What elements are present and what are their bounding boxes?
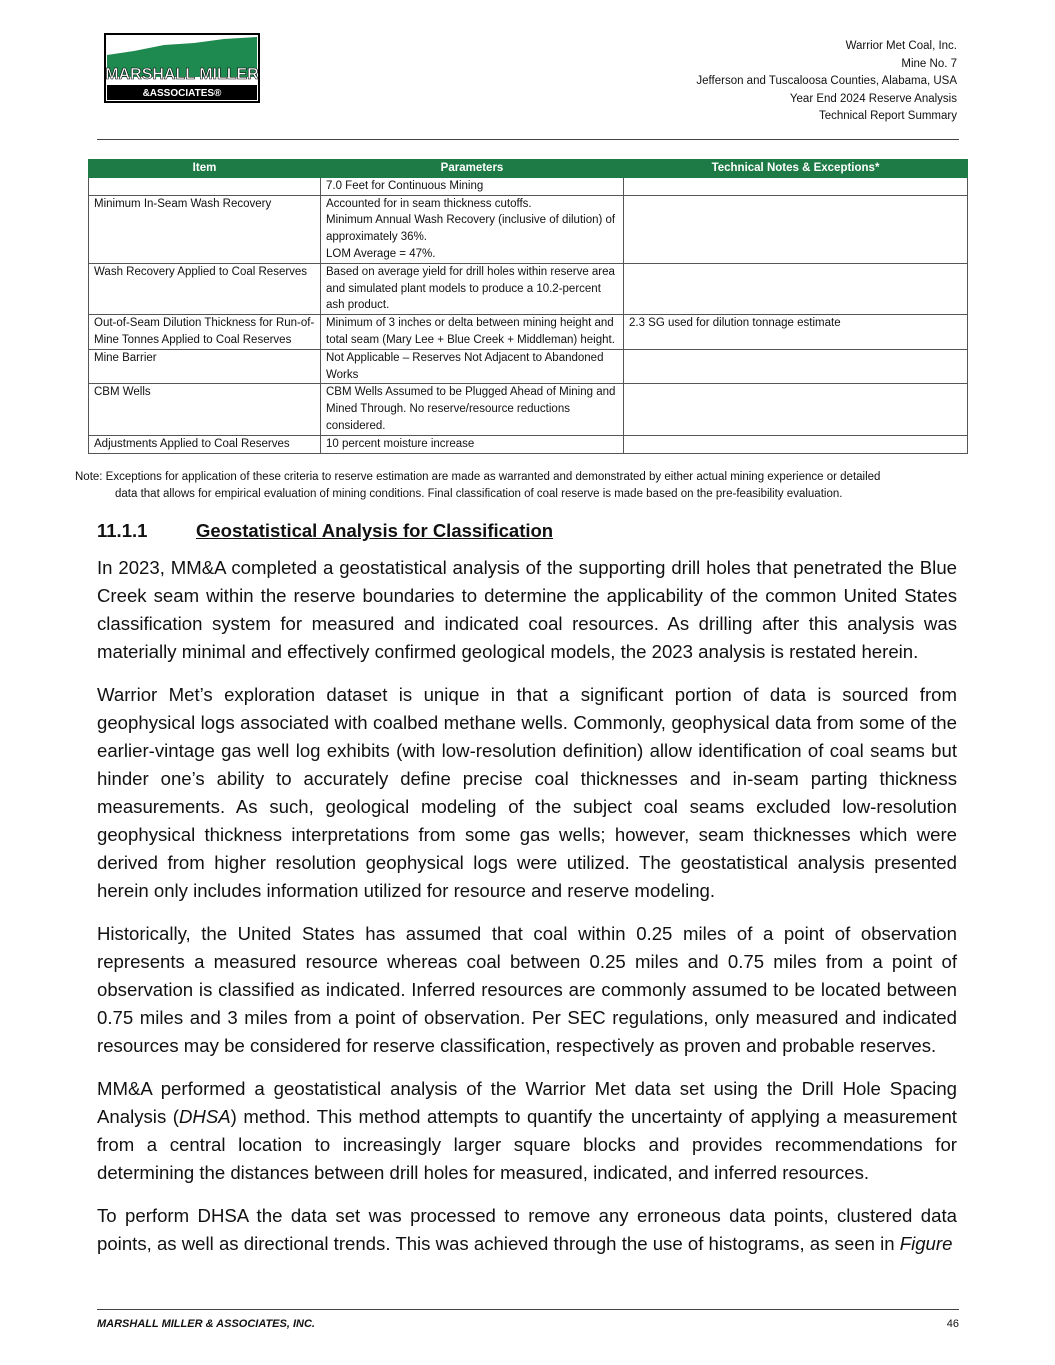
table-cell: Mine Barrier (89, 349, 321, 384)
company-logo (104, 33, 260, 103)
table-cell: Out-of-Seam Dilution Thickness for Run-of-Mine Tonnes Applied to Coal Reserves (89, 315, 321, 350)
table-cell: Accounted for in seam thickness cutoffs. Minimum Annual Wash Recovery (inclusive of dilution) of approximately 36%. LOM Average = 47%. (321, 195, 624, 263)
table-cell (624, 177, 968, 195)
section-heading (97, 520, 553, 542)
table-cell: 10 percent moisture increase (321, 435, 624, 453)
paragraph: Historically, the United States has assumed that coal within 0.25 miles of a point of observation represents a measured resource whereas coal between 0.25 miles and 0.75 miles from a point of observation is classified as indicated. Inferred resources are commonly assumed to be located between 0.75 miles and 3 miles from a point of observation. Per SEC regulations, only measured and indicated resources may be considered for reserve classification, respectively as proven and probable reserves. (97, 923, 957, 1056)
table-cell: Adjustments Applied to Coal Reserves (89, 435, 321, 453)
svg-text:MARSHALL MILLER: MARSHALL MILLER (105, 66, 259, 83)
table-cell (624, 195, 968, 263)
table-cell (89, 177, 321, 195)
table-cell: CBM Wells Assumed to be Plugged Ahead of Mining and Mined Through. No reserve/resource reductions considered. (321, 384, 624, 435)
text-run: To perform DHSA the data set was processed to remove any erroneous data points, clustered data points, as well as directional trends. This was achieved through the use of histograms, as seen in (97, 1205, 957, 1254)
table-row (89, 384, 968, 435)
text-run: DHSA (178, 1106, 231, 1127)
table-cell: CBM Wells (89, 384, 321, 435)
note-line: data that allows for empirical evaluation of mining conditions. Final classification of coal reserve is made based on the pre-feasibility evaluation. (115, 488, 843, 500)
column-header: Technical Notes & Exceptions* (624, 160, 968, 178)
note-line: Note: Exceptions for application of these criteria to reserve estimation are made as warranted and demonstrated by either actual mining experience or detailed (75, 471, 881, 483)
table-note (75, 469, 975, 503)
table-cell: Minimum In-Seam Wash Recovery (89, 195, 321, 263)
table-cell: 2.3 SG used for dilution tonnage estimate (624, 315, 968, 350)
svg-text:&ASSOCIATES®: &ASSOCIATES® (142, 88, 222, 99)
column-header: Parameters (321, 160, 624, 178)
text-run: ) method. This method attempts to quantify the uncertainty of applying a measurement from a central location to increasingly larger square blocks and provides recommendations for determining the distances between drill holes for measured, indicated, and inferred resources. (97, 1106, 957, 1183)
footer-company: MARSHALL MILLER & ASSOCIATES, INC. (97, 1318, 315, 1330)
paragraph (97, 1202, 957, 1258)
reserve-criteria-table (88, 159, 968, 454)
table-row (89, 349, 968, 384)
text-run: MM&A performed a geostatistical analysis of the Warrior Met data set using the Drill Hole Spacing Analysis ( (97, 1078, 957, 1127)
table-cell: Not Applicable – Reserves Not Adjacent to Abandoned Works (321, 349, 624, 384)
section-title: Geostatistical Analysis for Classification (196, 520, 554, 541)
table-row (89, 435, 968, 453)
section-number: 11.1.1 (97, 520, 148, 541)
table-cell: Wash Recovery Applied to Coal Reserves (89, 263, 321, 314)
header-line: Year End 2024 Reserve Analysis (789, 92, 957, 105)
paragraph: Warrior Met’s exploration dataset is unique in that a significant portion of data is sourced from geophysical logs associated with coalbed methane wells. Commonly, geophysical data from some of the earlier-vintage gas well log exhibits (with low-resolution definition) allow identification of coal seams but hinder one’s ability to accurately define precise coal thicknesses and in-seam parting thickness measurements. As such, geological modeling of the subject coal seams excluded low-resolution geophysical thickness interpretations from some gas wells; however, seam thicknesses which were derived from higher resolution geophysical logs were utilized. The geostatistical analysis presented herein only includes information utilized for resource and reserve modeling. (97, 684, 957, 901)
table-row (89, 195, 968, 263)
paragraph: In 2023, MM&A completed a geostatistical analysis of the supporting drill holes that penetrated the Blue Creek seam within the reserve boundaries to determine the applicability of the common United States classification system for measured and indicated coal resources. As drilling after this analysis was materially minimal and effectively confirmed geological models, the 2023 analysis is restated herein. (97, 557, 957, 662)
table-row (89, 315, 968, 350)
table-row (89, 263, 968, 314)
footer-divider (97, 1309, 959, 1310)
table-cell (624, 384, 968, 435)
column-header: Item (89, 160, 321, 178)
figure-reference: Figure (899, 1233, 953, 1254)
header-line: Warrior Met Coal, Inc. (845, 40, 957, 52)
report-header (696, 38, 957, 126)
paragraph (97, 1075, 957, 1187)
header-line: Jefferson and Tuscaloosa Counties, Alabama, USA (696, 75, 957, 87)
table-cell: Minimum of 3 inches or delta between mining height and total seam (Mary Lee + Blue Creek + Middleman) height. (321, 315, 624, 350)
body-text (97, 554, 957, 1273)
table-cell: 7.0 Feet for Continuous Mining (321, 177, 624, 195)
header-line: Mine No. 7 (901, 57, 957, 70)
table-cell: Based on average yield for drill holes within reserve area and simulated plant models to produce a 10.2-percent ash product. (321, 263, 624, 314)
header-divider (97, 139, 959, 140)
table-cell (624, 435, 968, 453)
table-row (89, 177, 968, 195)
header-line: Technical Report Summary (818, 110, 957, 122)
table-cell (624, 349, 968, 384)
page-number: 46 (946, 1318, 959, 1330)
table-cell (624, 263, 968, 314)
page-footer (97, 1318, 959, 1330)
